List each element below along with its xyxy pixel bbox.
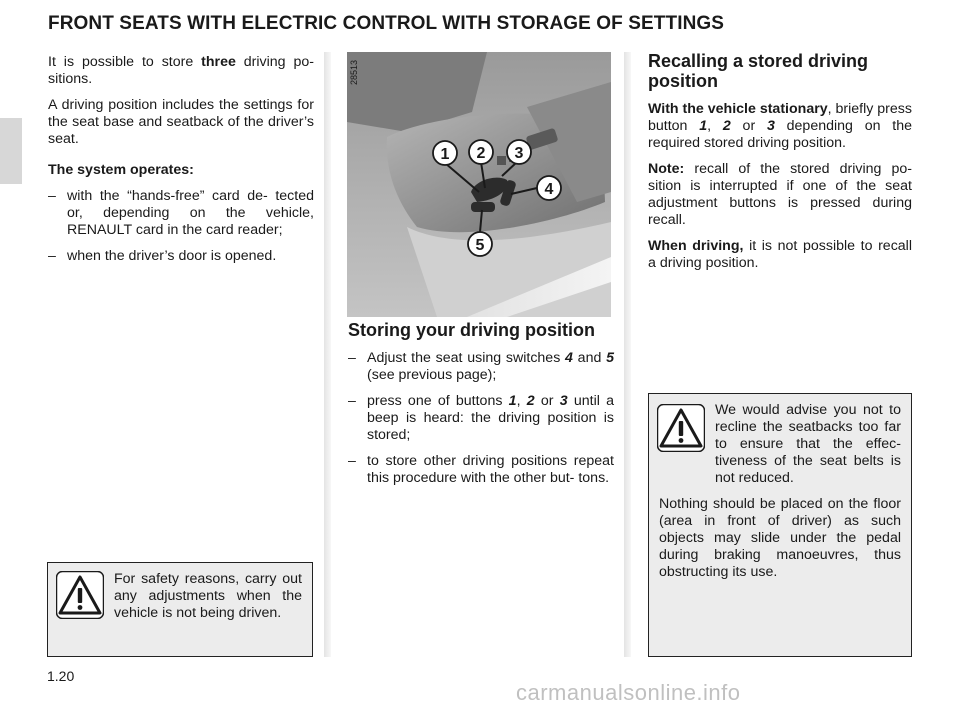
column-divider	[624, 52, 631, 657]
warning-text: We would advise you not to recline the seatbacks too far to ensure that the effec- tiveness of the seat belts is not reduced.	[715, 402, 901, 486]
chapter-tab	[0, 118, 22, 184]
recall-paragraph: With the vehicle stationary, briefly press button 1, 2 or 3 depending on the required stored driving position.	[648, 101, 913, 151]
watermark: carmanualsonline.info	[516, 680, 741, 705]
storing-steps-list	[348, 350, 614, 487]
middle-column	[348, 320, 614, 496]
callout-5	[468, 232, 492, 256]
list-item: – Adjust the seat using switches 4 and 5 (see previous page);	[348, 350, 614, 384]
page-number: 1.20	[47, 668, 75, 684]
page-title: FRONT SEATS WITH ELECTRIC CONTROL WITH STORAGE OF SETTINGS	[48, 13, 725, 34]
warning-icon	[657, 404, 705, 452]
left-column	[48, 54, 314, 274]
list-item: – to store other driving positions repeat this procedure with the other but- tons.	[348, 453, 614, 487]
driving-paragraph: When driving, it is not possible to recall a driving position.	[648, 238, 912, 271]
intro-paragraph: It is possible to store three driving po- sitions.	[48, 54, 314, 87]
callout-2	[469, 140, 493, 164]
recalling-heading: Recalling a stored driving position	[648, 51, 869, 91]
svg-text:5: 5	[475, 237, 485, 254]
warning-icon	[56, 571, 104, 619]
svg-text:1: 1	[440, 146, 450, 163]
driving-position-paragraph: A driving position includes the settings for the seat base and seatback of the driver’s seat.	[48, 97, 314, 147]
callout-4	[537, 176, 561, 200]
safety-warning-box	[47, 562, 313, 657]
callout-1	[433, 141, 457, 165]
svg-text:2: 2	[476, 145, 486, 162]
list-item: – when the driver’s door is opened.	[48, 248, 314, 265]
column-divider	[324, 52, 331, 657]
seatback-warning-box	[648, 393, 912, 657]
system-conditions-list	[48, 188, 314, 265]
warning-text: For safety reasons, carry out any adjustments when the vehicle is not being driven.	[114, 571, 302, 621]
list-item: – press one of buttons 1, 2 or 3 until a beep is heard: the driving position is stored;	[348, 393, 614, 444]
svg-text:3: 3	[514, 145, 524, 162]
photo-reference-number: 28513	[349, 59, 359, 85]
warning-text: Nothing should be placed on the floor (area in front of driver) as such objects may slide under the pedal during braking manoeuvres, thus obstructing its use.	[659, 496, 901, 580]
right-column	[648, 51, 912, 281]
system-heading: The system operates:	[48, 162, 194, 178]
seat-controls-photo	[347, 52, 611, 317]
note-paragraph: Note: recall of the stored driving po- sition is interrupted if one of the seat adjustment buttons is pressed during recall.	[648, 161, 912, 228]
callout-3	[507, 140, 531, 164]
svg-text:4: 4	[544, 181, 554, 198]
storing-heading: Storing your driving position	[348, 320, 595, 340]
list-item: – with the “hands-free” card de- tected or, depending on the vehicle, RENAULT card in the card reader;	[48, 188, 314, 239]
